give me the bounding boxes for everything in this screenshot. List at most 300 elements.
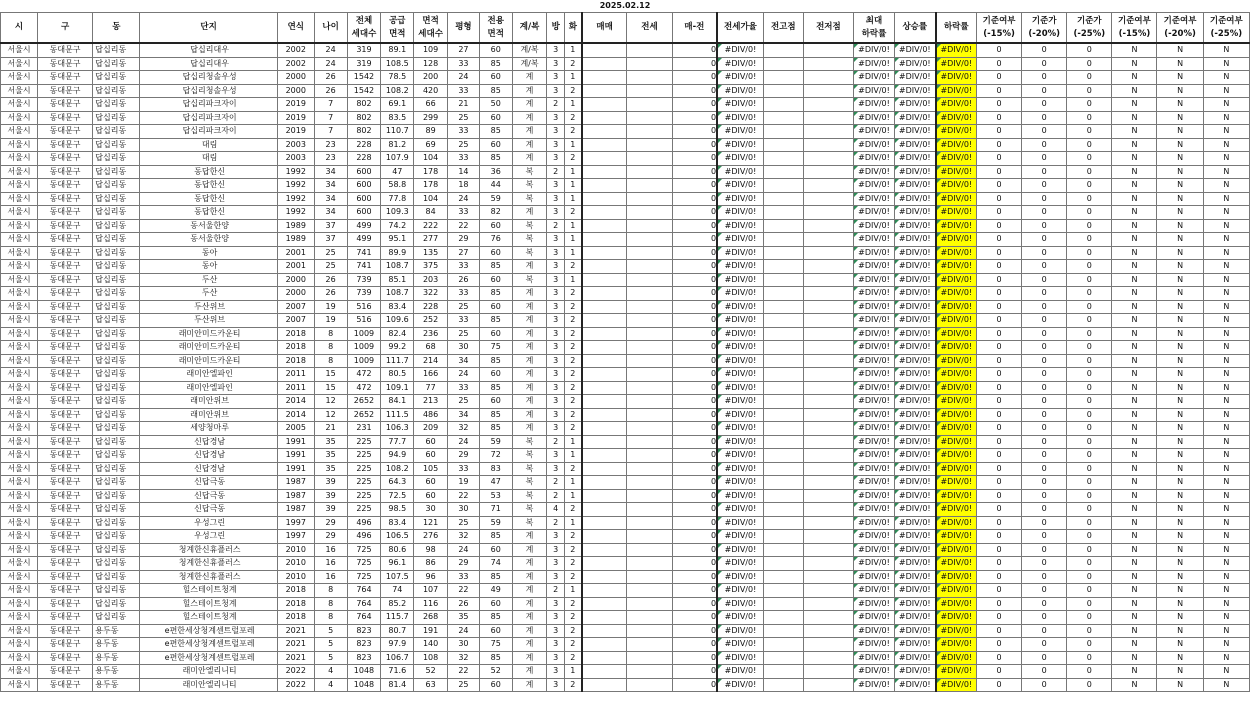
table-cell[interactable]: 서울시 <box>1 219 38 233</box>
table-cell[interactable] <box>582 516 627 530</box>
table-cell[interactable] <box>763 516 803 530</box>
table-cell[interactable] <box>763 43 803 57</box>
table-cell[interactable]: N <box>1112 111 1157 125</box>
table-cell[interactable]: 계 <box>512 584 547 598</box>
table-cell[interactable]: 0 <box>672 165 717 179</box>
table-cell[interactable]: 85 <box>479 125 512 139</box>
table-cell[interactable]: 0 <box>977 597 1022 611</box>
table-cell[interactable] <box>803 543 853 557</box>
table-cell[interactable] <box>627 125 672 139</box>
table-cell[interactable]: #DIV/0! <box>895 651 936 665</box>
table-cell[interactable]: 1987 <box>277 489 314 503</box>
table-cell[interactable]: 1 <box>564 165 581 179</box>
table-cell[interactable] <box>763 138 803 152</box>
table-cell[interactable]: N <box>1203 557 1249 571</box>
table-cell[interactable]: #DIV/0! <box>854 503 895 517</box>
table-cell[interactable]: N <box>1157 152 1203 166</box>
table-cell[interactable] <box>803 84 853 98</box>
table-cell[interactable]: 0 <box>672 516 717 530</box>
table-cell[interactable]: N <box>1203 98 1249 112</box>
table-cell[interactable]: 111.5 <box>381 408 414 422</box>
table-cell[interactable]: 2 <box>547 584 564 598</box>
table-cell[interactable]: #DIV/0! <box>854 57 895 71</box>
table-cell[interactable]: N <box>1112 327 1157 341</box>
table-cell[interactable]: 1997 <box>277 530 314 544</box>
table-cell[interactable] <box>582 111 627 125</box>
table-cell[interactable]: 0 <box>672 233 717 247</box>
table-cell[interactable]: #DIV/0! <box>717 611 763 625</box>
table-cell[interactable]: 0 <box>1067 71 1112 85</box>
table-cell[interactable]: 계 <box>512 422 547 436</box>
table-cell[interactable]: N <box>1203 152 1249 166</box>
table-cell[interactable]: 8 <box>314 327 347 341</box>
table-cell[interactable]: N <box>1203 395 1249 409</box>
table-cell[interactable]: N <box>1157 314 1203 328</box>
table-cell[interactable]: N <box>1157 476 1203 490</box>
table-cell[interactable]: #DIV/0! <box>936 408 977 422</box>
table-cell[interactable]: 34 <box>314 206 347 220</box>
table-cell[interactable]: 3 <box>547 611 564 625</box>
table-cell[interactable]: 0 <box>1022 300 1067 314</box>
table-cell[interactable]: N <box>1203 597 1249 611</box>
table-cell[interactable]: 동대문구 <box>37 219 92 233</box>
table-cell[interactable]: 2 <box>564 651 581 665</box>
table-cell[interactable]: 0 <box>1022 665 1067 679</box>
table-cell[interactable] <box>627 557 672 571</box>
table-cell[interactable]: 힐스테이트청계 <box>140 611 277 625</box>
table-cell[interactable]: 0 <box>1022 476 1067 490</box>
table-cell[interactable]: 0 <box>1067 233 1112 247</box>
table-cell[interactable]: N <box>1112 516 1157 530</box>
table-cell[interactable]: 71 <box>479 503 512 517</box>
table-cell[interactable]: 0 <box>672 449 717 463</box>
table-cell[interactable]: #DIV/0! <box>854 597 895 611</box>
table-cell[interactable] <box>803 219 853 233</box>
table-cell[interactable]: N <box>1203 71 1249 85</box>
table-cell[interactable] <box>582 543 627 557</box>
table-cell[interactable]: 3 <box>547 449 564 463</box>
table-cell[interactable]: 0 <box>672 476 717 490</box>
table-cell[interactable] <box>627 192 672 206</box>
table-cell[interactable] <box>627 314 672 328</box>
table-cell[interactable]: 동아 <box>140 260 277 274</box>
table-cell[interactable]: 0 <box>977 476 1022 490</box>
table-cell[interactable] <box>627 381 672 395</box>
table-cell[interactable]: 서울시 <box>1 570 38 584</box>
table-cell[interactable]: 109.6 <box>381 314 414 328</box>
table-cell[interactable]: 2 <box>564 84 581 98</box>
table-cell[interactable]: 89.1 <box>381 43 414 57</box>
table-cell[interactable]: 0 <box>672 179 717 193</box>
table-cell[interactable]: 29 <box>314 530 347 544</box>
table-cell[interactable]: 116 <box>414 597 448 611</box>
table-cell[interactable]: 94.9 <box>381 449 414 463</box>
column-header[interactable]: 연식 <box>277 13 314 44</box>
table-cell[interactable]: 725 <box>347 570 381 584</box>
table-cell[interactable]: 복 <box>512 192 547 206</box>
table-cell[interactable]: #DIV/0! <box>936 98 977 112</box>
table-cell[interactable]: 0 <box>977 165 1022 179</box>
table-cell[interactable]: #DIV/0! <box>717 179 763 193</box>
table-cell[interactable]: 299 <box>414 111 448 125</box>
table-cell[interactable]: 답십리동 <box>93 98 140 112</box>
table-cell[interactable]: 0 <box>977 611 1022 625</box>
table-cell[interactable]: #DIV/0! <box>936 71 977 85</box>
table-cell[interactable]: N <box>1203 43 1249 57</box>
table-cell[interactable]: #DIV/0! <box>854 138 895 152</box>
table-cell[interactable]: 2 <box>564 503 581 517</box>
table-cell[interactable]: 39 <box>314 503 347 517</box>
table-cell[interactable]: N <box>1203 462 1249 476</box>
table-cell[interactable]: 동대문구 <box>37 246 92 260</box>
table-cell[interactable]: 답십리동 <box>93 449 140 463</box>
table-cell[interactable]: 동대문구 <box>37 449 92 463</box>
table-cell[interactable] <box>627 84 672 98</box>
table-cell[interactable]: 7 <box>314 125 347 139</box>
table-cell[interactable]: 108 <box>414 651 448 665</box>
table-cell[interactable] <box>763 71 803 85</box>
table-cell[interactable]: #DIV/0! <box>717 530 763 544</box>
table-cell[interactable] <box>582 435 627 449</box>
table-cell[interactable]: 동대문구 <box>37 503 92 517</box>
table-cell[interactable]: 대림 <box>140 138 277 152</box>
table-cell[interactable]: #DIV/0! <box>854 449 895 463</box>
table-cell[interactable]: 2021 <box>277 624 314 638</box>
table-cell[interactable]: 2018 <box>277 611 314 625</box>
table-cell[interactable]: 802 <box>347 98 381 112</box>
table-cell[interactable]: N <box>1112 611 1157 625</box>
table-cell[interactable]: #DIV/0! <box>717 111 763 125</box>
table-cell[interactable]: 252 <box>414 314 448 328</box>
table-cell[interactable]: 0 <box>672 395 717 409</box>
table-cell[interactable]: 5 <box>314 638 347 652</box>
table-cell[interactable]: 2007 <box>277 314 314 328</box>
table-cell[interactable]: 답십리동 <box>93 84 140 98</box>
table-cell[interactable]: 3 <box>547 260 564 274</box>
table-cell[interactable]: #DIV/0! <box>717 408 763 422</box>
table-cell[interactable]: 서울시 <box>1 584 38 598</box>
table-cell[interactable] <box>582 179 627 193</box>
table-cell[interactable]: 35 <box>448 611 480 625</box>
table-cell[interactable]: #DIV/0! <box>936 530 977 544</box>
table-cell[interactable]: 0 <box>672 408 717 422</box>
table-cell[interactable]: N <box>1112 98 1157 112</box>
table-cell[interactable]: 2011 <box>277 381 314 395</box>
table-cell[interactable]: 서울시 <box>1 611 38 625</box>
table-cell[interactable]: 0 <box>977 125 1022 139</box>
table-cell[interactable]: #DIV/0! <box>895 543 936 557</box>
table-cell[interactable] <box>582 368 627 382</box>
table-cell[interactable]: 81.2 <box>381 138 414 152</box>
table-cell[interactable] <box>763 489 803 503</box>
table-cell[interactable]: 15 <box>314 381 347 395</box>
table-cell[interactable]: 12 <box>314 395 347 409</box>
table-cell[interactable]: N <box>1157 300 1203 314</box>
table-cell[interactable]: 0 <box>1022 138 1067 152</box>
table-cell[interactable]: e편한세상청계센트럴포레 <box>140 638 277 652</box>
table-cell[interactable]: #DIV/0! <box>854 476 895 490</box>
table-cell[interactable]: 2019 <box>277 111 314 125</box>
table-cell[interactable]: 0 <box>1067 287 1112 301</box>
table-cell[interactable]: 26 <box>314 287 347 301</box>
column-header[interactable]: 매매 <box>582 13 627 44</box>
table-cell[interactable]: 33 <box>448 125 480 139</box>
table-cell[interactable]: 계 <box>512 287 547 301</box>
table-cell[interactable]: #DIV/0! <box>895 678 936 692</box>
table-cell[interactable]: 3 <box>547 462 564 476</box>
table-cell[interactable]: 1 <box>564 192 581 206</box>
table-cell[interactable]: 1 <box>564 435 581 449</box>
table-cell[interactable]: 3 <box>547 179 564 193</box>
table-cell[interactable]: 동대문구 <box>37 435 92 449</box>
table-cell[interactable]: e편한세상청계센트럴포레 <box>140 651 277 665</box>
column-header[interactable]: 전세가율 <box>717 13 763 44</box>
table-cell[interactable]: 계 <box>512 611 547 625</box>
table-cell[interactable]: 래미안위브 <box>140 408 277 422</box>
table-cell[interactable]: 동대문구 <box>37 125 92 139</box>
table-cell[interactable]: 58.8 <box>381 179 414 193</box>
table-cell[interactable]: 서울시 <box>1 516 38 530</box>
table-cell[interactable]: #DIV/0! <box>717 300 763 314</box>
table-cell[interactable] <box>582 381 627 395</box>
table-cell[interactable]: 1989 <box>277 233 314 247</box>
table-cell[interactable] <box>627 665 672 679</box>
column-header[interactable]: 기준여부 (-20%) <box>1157 13 1203 44</box>
table-cell[interactable]: 0 <box>977 489 1022 503</box>
table-cell[interactable]: 74.2 <box>381 219 414 233</box>
table-cell[interactable]: 0 <box>672 125 717 139</box>
table-cell[interactable]: 2000 <box>277 84 314 98</box>
table-cell[interactable] <box>803 179 853 193</box>
table-cell[interactable]: 동대문구 <box>37 476 92 490</box>
table-cell[interactable]: 2 <box>564 611 581 625</box>
table-cell[interactable]: #DIV/0! <box>936 192 977 206</box>
table-cell[interactable]: #DIV/0! <box>936 665 977 679</box>
table-cell[interactable]: 답십리대우 <box>140 43 277 57</box>
table-cell[interactable]: 동대문구 <box>37 516 92 530</box>
table-cell[interactable]: 0 <box>1022 57 1067 71</box>
table-cell[interactable]: N <box>1157 611 1203 625</box>
table-cell[interactable]: 신답경남 <box>140 449 277 463</box>
table-cell[interactable]: 375 <box>414 260 448 274</box>
column-header[interactable]: 나이 <box>314 13 347 44</box>
table-cell[interactable]: 0 <box>1022 678 1067 692</box>
table-cell[interactable]: #DIV/0! <box>854 111 895 125</box>
table-cell[interactable] <box>803 354 853 368</box>
table-cell[interactable] <box>763 543 803 557</box>
table-cell[interactable]: #DIV/0! <box>854 651 895 665</box>
table-cell[interactable]: 203 <box>414 273 448 287</box>
table-cell[interactable]: N <box>1157 462 1203 476</box>
table-cell[interactable]: 답십리동 <box>93 314 140 328</box>
table-cell[interactable]: 106.5 <box>381 530 414 544</box>
table-cell[interactable] <box>627 422 672 436</box>
table-cell[interactable]: 34 <box>314 179 347 193</box>
table-cell[interactable]: #DIV/0! <box>936 435 977 449</box>
table-cell[interactable]: 19 <box>314 314 347 328</box>
table-cell[interactable]: 2010 <box>277 570 314 584</box>
table-cell[interactable]: 답십리동 <box>93 368 140 382</box>
table-cell[interactable]: N <box>1203 516 1249 530</box>
table-cell[interactable]: #DIV/0! <box>936 516 977 530</box>
table-cell[interactable]: 30 <box>448 341 480 355</box>
table-cell[interactable]: 신답극동 <box>140 476 277 490</box>
table-cell[interactable]: 0 <box>1022 43 1067 57</box>
table-cell[interactable]: N <box>1157 570 1203 584</box>
table-cell[interactable] <box>803 71 853 85</box>
table-cell[interactable]: 89 <box>414 125 448 139</box>
table-cell[interactable]: 37 <box>314 233 347 247</box>
table-cell[interactable]: #DIV/0! <box>717 152 763 166</box>
table-cell[interactable]: N <box>1203 638 1249 652</box>
table-cell[interactable] <box>803 260 853 274</box>
table-cell[interactable] <box>627 273 672 287</box>
table-cell[interactable] <box>582 233 627 247</box>
table-cell[interactable]: N <box>1112 651 1157 665</box>
table-cell[interactable]: 0 <box>977 557 1022 571</box>
table-cell[interactable]: 0 <box>1067 435 1112 449</box>
table-cell[interactable]: 3 <box>547 597 564 611</box>
table-cell[interactable]: 8 <box>314 611 347 625</box>
table-cell[interactable]: #DIV/0! <box>936 57 977 71</box>
table-cell[interactable]: 85 <box>479 260 512 274</box>
table-cell[interactable] <box>582 125 627 139</box>
table-cell[interactable]: 53 <box>479 489 512 503</box>
table-cell[interactable]: 823 <box>347 638 381 652</box>
table-cell[interactable]: 25 <box>314 246 347 260</box>
table-cell[interactable]: 85 <box>479 611 512 625</box>
table-cell[interactable]: 우성그린 <box>140 516 277 530</box>
table-cell[interactable]: 답십리동 <box>93 179 140 193</box>
table-cell[interactable]: 85 <box>479 651 512 665</box>
table-cell[interactable]: N <box>1157 678 1203 692</box>
table-cell[interactable]: #DIV/0! <box>854 570 895 584</box>
table-cell[interactable]: N <box>1157 489 1203 503</box>
table-cell[interactable]: N <box>1203 422 1249 436</box>
table-cell[interactable] <box>582 584 627 598</box>
table-cell[interactable] <box>763 368 803 382</box>
table-cell[interactable]: 496 <box>347 530 381 544</box>
table-cell[interactable]: 44 <box>479 179 512 193</box>
table-cell[interactable]: #DIV/0! <box>854 516 895 530</box>
table-cell[interactable]: 1 <box>564 516 581 530</box>
table-cell[interactable]: 80.6 <box>381 543 414 557</box>
table-cell[interactable]: 25 <box>448 138 480 152</box>
table-cell[interactable]: 25 <box>448 111 480 125</box>
table-cell[interactable] <box>627 233 672 247</box>
table-cell[interactable]: 225 <box>347 503 381 517</box>
table-cell[interactable]: #DIV/0! <box>717 381 763 395</box>
table-cell[interactable]: #DIV/0! <box>936 381 977 395</box>
table-cell[interactable]: 0 <box>672 638 717 652</box>
table-cell[interactable]: 276 <box>414 530 448 544</box>
table-cell[interactable]: 0 <box>1022 597 1067 611</box>
table-cell[interactable]: 516 <box>347 314 381 328</box>
table-cell[interactable]: 계 <box>512 138 547 152</box>
table-cell[interactable]: #DIV/0! <box>936 179 977 193</box>
table-cell[interactable]: 2018 <box>277 327 314 341</box>
table-cell[interactable]: 래미안미드카운티 <box>140 354 277 368</box>
table-cell[interactable]: #DIV/0! <box>854 287 895 301</box>
table-cell[interactable]: 3 <box>547 408 564 422</box>
table-cell[interactable]: 2 <box>547 165 564 179</box>
table-cell[interactable]: 동대문구 <box>37 84 92 98</box>
table-cell[interactable]: 계 <box>512 111 547 125</box>
table-cell[interactable]: 2 <box>547 489 564 503</box>
table-cell[interactable]: N <box>1112 530 1157 544</box>
table-cell[interactable]: 75 <box>479 638 512 652</box>
table-cell[interactable]: 0 <box>1022 489 1067 503</box>
table-cell[interactable]: N <box>1203 449 1249 463</box>
table-cell[interactable]: #DIV/0! <box>717 584 763 598</box>
table-cell[interactable]: 0 <box>1022 98 1067 112</box>
table-cell[interactable]: 34 <box>448 408 480 422</box>
table-cell[interactable]: 답십리동 <box>93 516 140 530</box>
table-cell[interactable]: #DIV/0! <box>895 111 936 125</box>
table-cell[interactable]: 0 <box>1067 57 1112 71</box>
table-cell[interactable]: 3 <box>547 530 564 544</box>
table-cell[interactable] <box>763 570 803 584</box>
table-cell[interactable]: 60 <box>479 678 512 692</box>
table-cell[interactable]: 823 <box>347 624 381 638</box>
table-cell[interactable] <box>763 408 803 422</box>
table-cell[interactable]: 0 <box>1067 530 1112 544</box>
table-cell[interactable]: 동답한신 <box>140 179 277 193</box>
table-cell[interactable]: N <box>1157 368 1203 382</box>
table-cell[interactable]: 2 <box>564 638 581 652</box>
table-cell[interactable]: #DIV/0! <box>717 43 763 57</box>
table-cell[interactable]: #DIV/0! <box>895 570 936 584</box>
table-cell[interactable]: #DIV/0! <box>895 557 936 571</box>
table-cell[interactable] <box>627 300 672 314</box>
table-cell[interactable]: N <box>1157 287 1203 301</box>
table-cell[interactable]: N <box>1157 435 1203 449</box>
table-cell[interactable]: 0 <box>1022 260 1067 274</box>
table-cell[interactable]: 2 <box>564 408 581 422</box>
table-cell[interactable]: 동대문구 <box>37 422 92 436</box>
table-cell[interactable]: 98 <box>414 543 448 557</box>
table-cell[interactable]: N <box>1203 489 1249 503</box>
table-cell[interactable]: 0 <box>1067 165 1112 179</box>
table-cell[interactable]: 동대문구 <box>37 638 92 652</box>
table-cell[interactable]: 0 <box>977 341 1022 355</box>
table-cell[interactable]: 0 <box>977 192 1022 206</box>
table-cell[interactable]: 용두동 <box>93 665 140 679</box>
table-cell[interactable]: 77.7 <box>381 435 414 449</box>
table-cell[interactable]: 0 <box>977 503 1022 517</box>
table-cell[interactable]: 33 <box>448 152 480 166</box>
column-header[interactable]: 평형 <box>448 13 480 44</box>
table-cell[interactable]: N <box>1112 71 1157 85</box>
table-cell[interactable]: 0 <box>977 381 1022 395</box>
table-cell[interactable]: 2 <box>564 260 581 274</box>
table-cell[interactable] <box>763 624 803 638</box>
table-cell[interactable]: 0 <box>1022 584 1067 598</box>
table-cell[interactable]: 76 <box>479 233 512 247</box>
table-cell[interactable]: N <box>1203 570 1249 584</box>
table-cell[interactable]: 8 <box>314 597 347 611</box>
table-cell[interactable] <box>627 57 672 71</box>
table-cell[interactable]: 동대문구 <box>37 287 92 301</box>
table-cell[interactable]: 499 <box>347 219 381 233</box>
table-cell[interactable] <box>803 273 853 287</box>
table-cell[interactable]: 답십리동 <box>93 462 140 476</box>
table-cell[interactable]: 복 <box>512 449 547 463</box>
table-cell[interactable]: 0 <box>672 287 717 301</box>
table-cell[interactable]: 3 <box>547 125 564 139</box>
table-cell[interactable]: 0 <box>977 543 1022 557</box>
table-cell[interactable]: #DIV/0! <box>717 341 763 355</box>
